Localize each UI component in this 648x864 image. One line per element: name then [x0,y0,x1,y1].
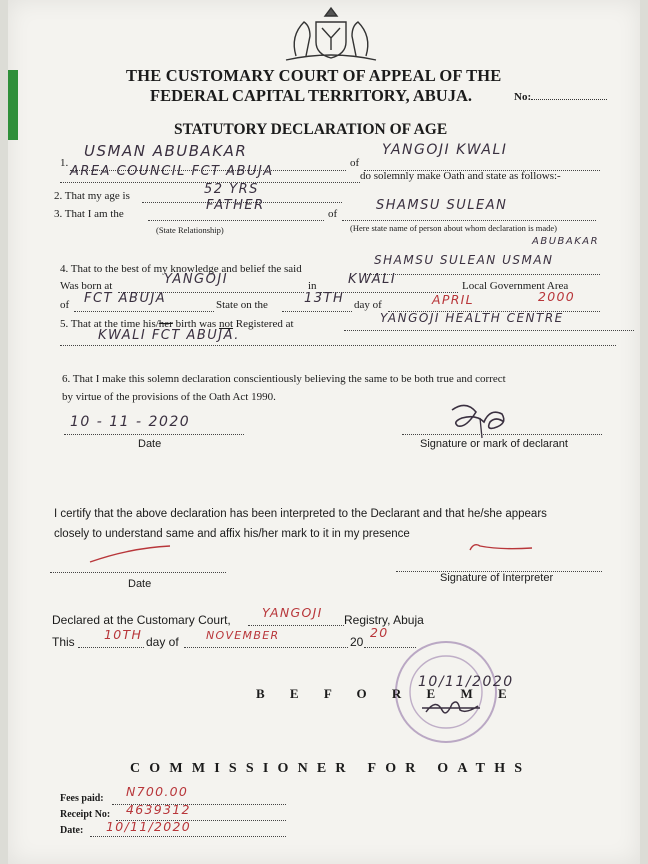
registered-line-2 [60,345,616,346]
born-label: Was born at [60,280,113,292]
of2-label: of [60,299,70,311]
time-label-c: Registered at [233,318,294,330]
declared-month-value: NOVEMBER [206,629,280,642]
declared-court-value: YANGOJI [262,605,323,620]
declarant-town: YANGOJI KWALI [382,142,508,158]
person-suffix-name: ABUBAKAR [532,236,600,247]
lga-label: Local Government Area [462,280,569,292]
certify-line-2: closely to understand same and affix his/her mark to it in my presence [54,528,410,540]
born-place: YANGOJI [164,272,229,287]
registry-label: Registry, Abuja [344,613,424,627]
day-line [282,311,352,312]
year-value: 2000 [538,289,576,304]
state-line [74,311,214,312]
registered-at-2: KWALI FCT ABUJA. [98,328,240,343]
this-day-value: 10TH [104,627,143,642]
fees-date-label: Date: [60,825,84,836]
fees-label: Fees paid: [60,793,104,804]
registered-at: YANGOJI HEALTH CENTRE [380,311,564,325]
interpreter-date-mark-icon [88,542,172,566]
knowledge-name: SHAMSU SULEAN USMAN [374,253,554,267]
person-caption: (Here state name of person about whom declaration is made) [350,223,557,233]
knowledge-line [364,274,600,275]
age-label: 2. That my age is [54,190,130,202]
relation-of-label: of [328,208,338,220]
council-value: AREA COUNCIL FCT ABUJA [70,164,274,179]
commissioner-signature-icon [422,694,482,720]
relation-label: 3. That I am the [54,208,124,220]
fees-date-line [90,836,286,837]
time-label-a: 5. That at the time his/ [60,318,159,330]
conscience-line-1: 6. That I make this solemn declaration conscientiously believing the same to be both true and correct [62,373,506,385]
registered-line [344,330,634,331]
number-label-text: No: [514,91,532,103]
item-1-label: 1. [60,157,69,169]
interpreter-date-label: Date [128,578,152,590]
receipt-value: 4639312 [126,802,191,817]
fees-value: N700.00 [126,784,189,799]
day-label: day of [354,299,382,311]
declaration-date-label: Date [138,438,162,450]
relation-caption: (State Relationship) [156,225,224,235]
day-value: 13TH [304,291,345,306]
interpreter-signature-label: Signature of Interpreter [440,572,554,584]
conscience-line-2: by virtue of the provisions of the Oath Act 1990. [62,391,276,403]
time-label-b: birth was [172,318,219,330]
number-label [514,91,607,103]
declarant-name: USMAN ABUBAKAR [84,142,248,160]
court-title: THE CUSTOMARY COURT OF APPEAL OF THE [126,66,502,85]
lga-value: KWALI [348,272,397,287]
declared-at-label: Declared at the Customary Court, [52,613,231,627]
declarant-signature-line [402,434,602,435]
this-day-line [78,647,144,648]
relation-line [148,220,324,221]
declared-year-value: 20 [370,625,389,640]
state-value: FCT ABUJA [84,291,167,306]
page-title: STATUTORY DECLARATION OF AGE [174,121,448,138]
this-label: This [52,635,75,649]
commissioner-title: COMMISSIONER FOR OATHS [130,761,532,776]
before-me-label: B E F O R E M E [256,686,518,701]
fees-date-value: 10/11/2020 [106,819,192,834]
oath-text: do solemnly make Oath and state as follows:- [360,170,561,182]
fct-title: FEDERAL CAPITAL TERRITORY, ABUJA. [150,86,473,105]
state-label: State on the [216,299,268,311]
declarant-signature-label: Signature or mark of declarant [420,438,568,450]
interpreter-signature-icon [466,538,536,558]
knowledge-text: 4. That to the best of my knowledge and belief the said [60,263,302,275]
declaration-date-value: 10 - 11 - 2020 [70,414,191,430]
stamp-date: 10/11/2020 [418,674,514,690]
relation-value: FATHER [206,198,265,213]
person-line [342,220,596,221]
of-label: of [350,157,360,169]
in-label: in [308,280,317,292]
declarant-signature-icon [444,396,524,442]
declared-year-prefix: 20 [350,635,364,649]
interpreter-date-line [50,572,226,573]
declared-court-line [248,625,344,626]
coat-of-arms-icon [276,4,386,64]
declared-month-line [184,647,348,648]
time-label-her: her [158,318,173,330]
certify-line-1: I certify that the above declaration has been interpreted to the Declarant and that he/she appears [54,508,547,520]
receipt-label: Receipt No: [60,809,111,820]
time-label-not: not [218,318,234,330]
page-edge-mark [8,70,18,140]
declaration-date-line [64,434,244,435]
declaration-form [8,0,640,864]
person-value: SHAMSU SULEAN [376,198,508,213]
day-of-label: day of [146,635,179,649]
number-field [531,99,607,100]
age-value: 52 YRS [204,182,259,197]
month-value: APRIL [432,292,474,307]
